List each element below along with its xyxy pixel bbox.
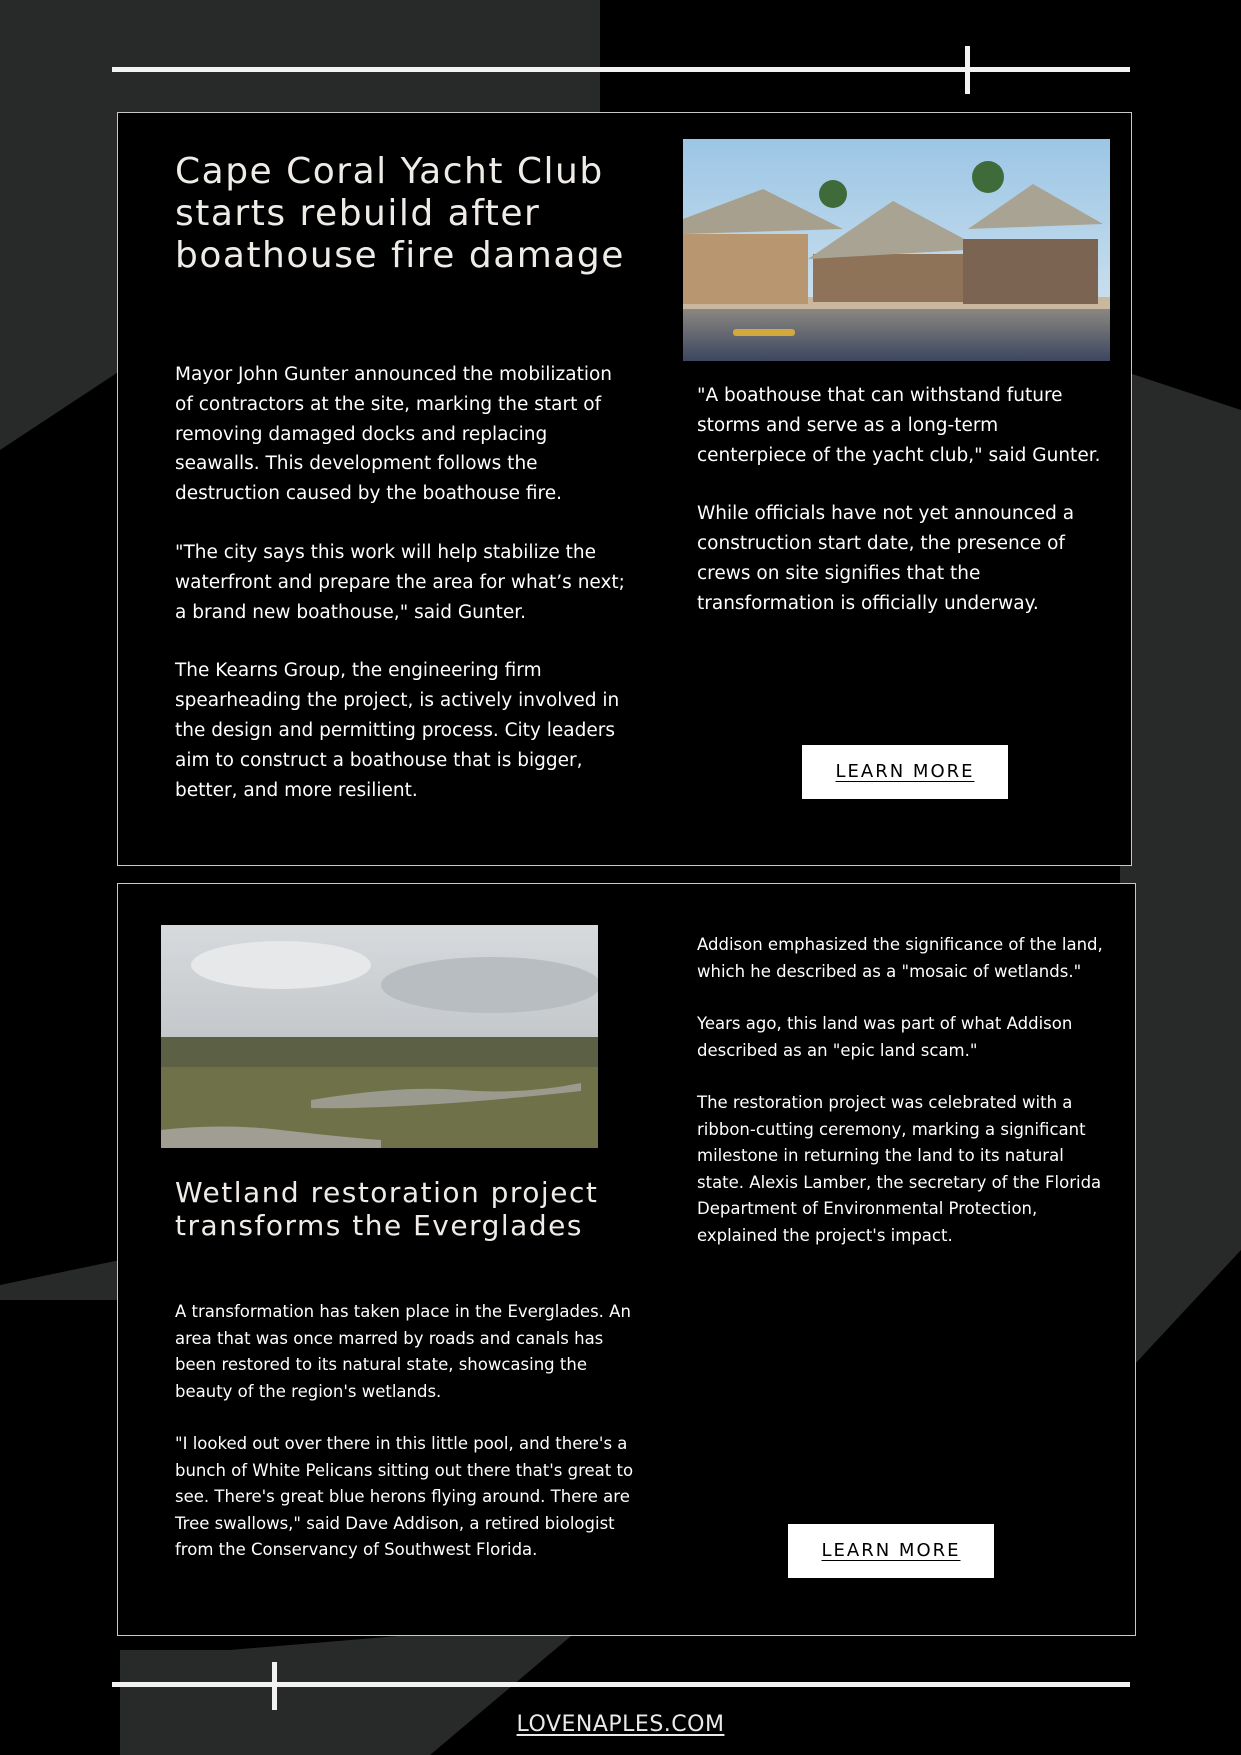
article-paragraph: A transformation has taken place in the Everglades. An area that was once marred by roads and canals has been restored to its natural state, showcasing the beauty of the region's wetlands. [175,1302,631,1401]
article-left-column [175,360,635,805]
wetland-photo-illustration [161,925,598,1148]
bottom-divider-rule [112,1682,1130,1687]
article-right-column [697,932,1107,1249]
learn-more-button[interactable]: LEARN MORE [802,745,1008,799]
article-image-wetland [161,925,598,1148]
article-paragraph: Years ago, this land was part of what Addison described as an "epic land scam." [697,1014,1073,1060]
article-paragraph: "The city says this work will help stabilize the waterfront and prepare the area for what’s next; a brand new boathouse," said Gunter. [175,541,625,623]
article-headline: Wetland restoration project transforms the Everglades [175,1176,599,1242]
article-headline: Cape Coral Yacht Club starts rebuild after boathouse fire damage [175,151,625,276]
band-mid [0,1260,120,1300]
article-paragraph: Addison emphasized the significance of the land, which he described as a "mosaic of wetlands." [697,935,1103,981]
article-card-yacht-club [117,112,1132,866]
article-paragraph: The restoration project was celebrated with a ribbon-cutting ceremony, marking a significant milestone in returning the land to its natural state. Alexis Lamber, the secretary of the Florida Department of Environmental Protection, explained the project's impact. [697,1093,1102,1245]
band-right [1120,370,1241,1380]
article-paragraph: While officials have not yet announced a construction start date, the presence of crews on site signifies that the transformation is officially underway. [697,503,1075,614]
top-divider-tick [965,46,970,94]
article-right-column [697,381,1107,619]
band-bottom-strip [0,1380,120,1755]
bottom-divider-tick [272,1662,277,1710]
learn-more-button[interactable]: LEARN MORE [788,1524,994,1578]
article-left-column [175,1299,645,1564]
article-paragraph: "I looked out over there in this little pool, and there's a bunch of White Pelicans sitting out there that's great to see. There's great blue herons flying around. There are Tree swallows," said Dave Addison, a retired biologist from the Conservancy of Southwest Florida. [175,1434,634,1559]
article-paragraph: The Kearns Group, the engineering firm spearheading the project, is actively involved in the design and permitting process. City leaders aim to construct a boathouse that is bigger, better, and more resilient. [175,660,620,801]
article-card-everglades [117,883,1136,1636]
article-image-boathouse [683,139,1110,361]
boathouse-photo-illustration [683,139,1110,361]
top-divider-rule [112,67,1130,72]
article-paragraph: Mayor John Gunter announced the mobilization of contractors at the site, marking the start of removing damaged docks and replacing seawalls. This development follows the destruction caused by the boathouse fire. [175,364,613,505]
footer-website-link[interactable]: LOVENAPLES.COM [516,1712,725,1737]
article-paragraph: "A boathouse that can withstand future storms and serve as a long-term centerpiece of the yacht club," said Gunter. [697,385,1101,466]
